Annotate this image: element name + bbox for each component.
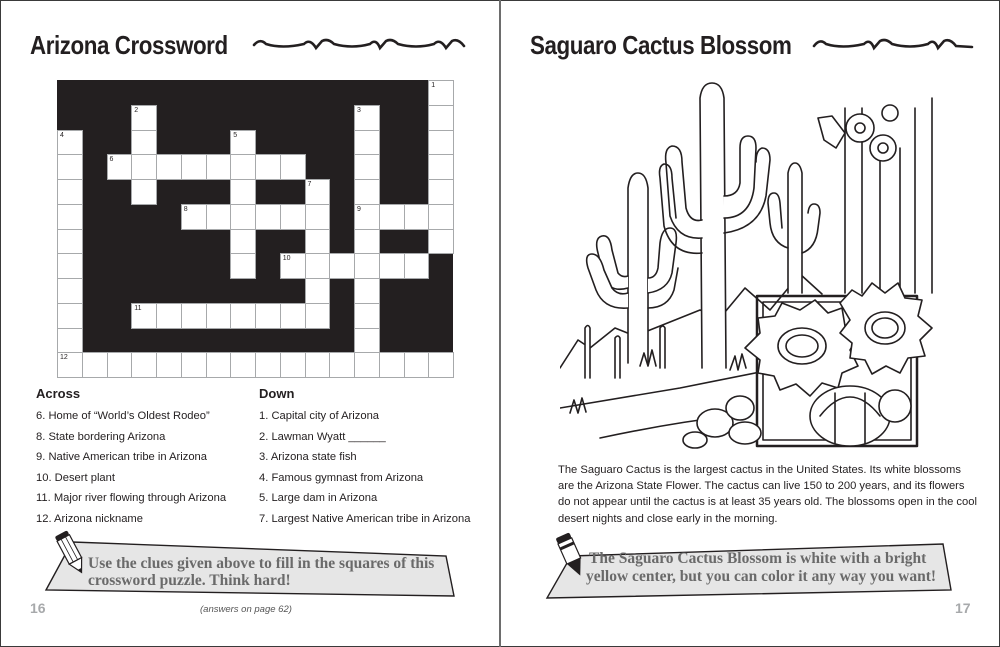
crossword-cell[interactable] <box>131 154 157 180</box>
crossword-cell[interactable] <box>131 179 157 205</box>
down-clue: 7. Largest Native American tribe in Arizona <box>259 512 471 525</box>
crossword-cell[interactable] <box>305 278 331 304</box>
crossword-cell[interactable] <box>230 253 256 279</box>
crossword-cell[interactable] <box>280 154 306 180</box>
down-clue: 5. Large dam in Arizona <box>259 492 378 505</box>
crossword-cell[interactable] <box>156 154 182 180</box>
crossword-cell[interactable] <box>57 130 83 156</box>
crossword-cell[interactable] <box>57 278 83 304</box>
crossword-cell[interactable] <box>107 154 133 180</box>
crossword-cell[interactable] <box>230 229 256 255</box>
crossword-cell[interactable] <box>230 204 256 230</box>
crossword-cell[interactable] <box>230 130 256 156</box>
crossword-cell[interactable] <box>379 253 405 279</box>
down-clue: 1. Capital city of Arizona <box>259 410 380 422</box>
clue-number: 1 <box>431 82 436 89</box>
crossword-cell[interactable] <box>379 204 405 230</box>
across-clue: 9. Native American tribe in Arizona <box>36 451 208 464</box>
down-clue-list <box>259 406 470 530</box>
crossword-cell[interactable] <box>131 105 157 131</box>
crossword-cell[interactable] <box>354 105 380 131</box>
across-clue: 10. Desert plant <box>36 471 115 484</box>
clue-number: 3 <box>357 106 361 114</box>
crossword-cell[interactable] <box>57 204 83 230</box>
crossword-cell[interactable] <box>305 179 331 205</box>
crossword-cell[interactable] <box>428 179 454 205</box>
crossword-cell[interactable] <box>404 253 430 279</box>
crossword-cell[interactable] <box>354 278 380 304</box>
crossword-cell[interactable] <box>206 303 232 329</box>
crossword-cell[interactable] <box>354 204 380 230</box>
crossword-cell[interactable] <box>305 352 331 378</box>
across-heading: Across <box>36 386 81 401</box>
crossword-cell[interactable] <box>181 303 207 329</box>
crossword-cell[interactable] <box>181 204 207 230</box>
crossword-cell[interactable] <box>280 204 306 230</box>
across-clue: 12. Arizona nickname <box>36 512 143 525</box>
across-clue: 11. Major river flowing through Arizona <box>36 492 227 505</box>
clue-number: 6 <box>109 156 114 164</box>
crossword-cell[interactable] <box>57 328 83 354</box>
crossword-cell[interactable] <box>428 80 454 106</box>
crossword-cell[interactable] <box>57 179 83 205</box>
crossword-cell[interactable] <box>255 154 281 180</box>
banner-line-1: Use the clues given above to fill in the squares of this <box>88 555 435 572</box>
crossword-cell[interactable] <box>255 303 281 329</box>
crossword-cell[interactable] <box>131 352 157 378</box>
banner-line-1: The Saguaro Cactus Blossom is white with a bright <box>589 550 927 567</box>
crossword-cell[interactable] <box>404 352 430 378</box>
crossword-cell[interactable] <box>354 130 380 156</box>
crossword-cell[interactable] <box>354 179 380 205</box>
crossword-cell[interactable] <box>404 204 430 230</box>
crossword-cell[interactable] <box>428 204 454 230</box>
down-clue: 3. Arizona state fish <box>259 451 357 464</box>
crossword-cell[interactable] <box>329 352 355 378</box>
clue-number: 5 <box>233 131 238 139</box>
crossword-cell[interactable] <box>329 253 355 279</box>
crossword-cell[interactable] <box>57 303 83 329</box>
crossword-cell[interactable] <box>230 154 256 180</box>
across-clue-list <box>36 406 226 530</box>
crossword-cell[interactable] <box>206 154 232 180</box>
crossword-cell[interactable] <box>305 204 331 230</box>
description-paragraph: The Saguaro Cactus is the largest cactus in the United States. Its white blossoms are the Arizona State Flower. The cactus can live 150 to 200 years, and its flowers do not appear until the cactus is at least 35 years old. The blossoms open in the cool desert nights and close early in the morning. <box>558 464 977 525</box>
crossword-cell[interactable] <box>230 352 256 378</box>
saguaro-cactus-illustration <box>560 78 950 453</box>
crossword-cell[interactable] <box>206 352 232 378</box>
crossword-cell[interactable] <box>428 229 454 255</box>
crossword-cell[interactable] <box>82 352 108 378</box>
clue-number: 12 <box>60 354 68 362</box>
crossword-cell[interactable] <box>57 154 83 180</box>
crossword-grid[interactable] <box>57 80 453 377</box>
banner-line-2: crossword puzzle. Think hard! <box>88 572 291 589</box>
page-title: Arizona Crossword <box>30 30 228 60</box>
left-page <box>0 0 499 647</box>
crossword-cell[interactable] <box>206 204 232 230</box>
crossword-cell[interactable] <box>280 352 306 378</box>
clue-number: 7 <box>307 181 312 188</box>
crossword-cell[interactable] <box>354 352 380 378</box>
crossword-cell[interactable] <box>428 154 454 180</box>
banner-line-2: yellow center, but you can color it any way you want! <box>586 568 937 585</box>
crossword-cell[interactable] <box>428 105 454 131</box>
clue-number: 9 <box>357 205 361 213</box>
crossword-cell[interactable] <box>354 154 380 180</box>
crossword-cell[interactable] <box>354 328 380 354</box>
across-clue: 6. Home of “World’s Oldest Rodeo” <box>36 410 210 422</box>
crossword-cell[interactable] <box>181 352 207 378</box>
crossword-cell[interactable] <box>428 130 454 156</box>
crossword-cell[interactable] <box>156 303 182 329</box>
page-title: Saguaro Cactus Blossom <box>530 30 792 60</box>
across-clue: 8. State bordering Arizona <box>36 430 166 443</box>
crossword-cell[interactable] <box>255 204 281 230</box>
crossword-cell[interactable] <box>57 352 83 378</box>
crossword-cell[interactable] <box>428 352 454 378</box>
crossword-cell[interactable] <box>280 253 306 279</box>
crossword-cell[interactable] <box>107 352 133 378</box>
crossword-cell[interactable] <box>354 253 380 279</box>
crossword-cell[interactable] <box>280 303 306 329</box>
crossword-cell[interactable] <box>305 303 331 329</box>
crossword-cell[interactable] <box>255 352 281 378</box>
clue-number: 2 <box>134 106 139 114</box>
down-clue: 2. Lawman Wyatt ______ <box>259 430 386 443</box>
clue-number: 8 <box>183 205 188 213</box>
crossword-cell[interactable] <box>230 303 256 329</box>
crossword-cell[interactable] <box>230 179 256 205</box>
crossword-cell[interactable] <box>156 352 182 378</box>
crossword-cell[interactable] <box>57 253 83 279</box>
page-number: 17 <box>955 600 971 616</box>
crossword-cell[interactable] <box>305 229 331 255</box>
crossword-cell[interactable] <box>57 229 83 255</box>
crossword-cell[interactable] <box>131 130 157 156</box>
clue-number: 10 <box>282 255 291 263</box>
clue-number: 4 <box>60 131 64 139</box>
crossword-cell[interactable] <box>379 352 405 378</box>
crossword-cell[interactable] <box>354 303 380 329</box>
squiggle-decoration-icon <box>812 36 977 56</box>
crossword-cell[interactable] <box>305 253 331 279</box>
squiggle-decoration-icon <box>252 36 472 56</box>
down-clue: 4. Famous gymnast from Arizona <box>259 471 424 484</box>
crossword-cell[interactable] <box>181 154 207 180</box>
answers-note: (answers on page 62) <box>200 604 292 615</box>
down-heading: Down <box>259 386 295 401</box>
crossword-cell[interactable] <box>131 303 157 329</box>
page-number: 16 <box>30 600 46 616</box>
crossword-cell[interactable] <box>354 229 380 255</box>
clue-number: 11 <box>134 304 142 312</box>
